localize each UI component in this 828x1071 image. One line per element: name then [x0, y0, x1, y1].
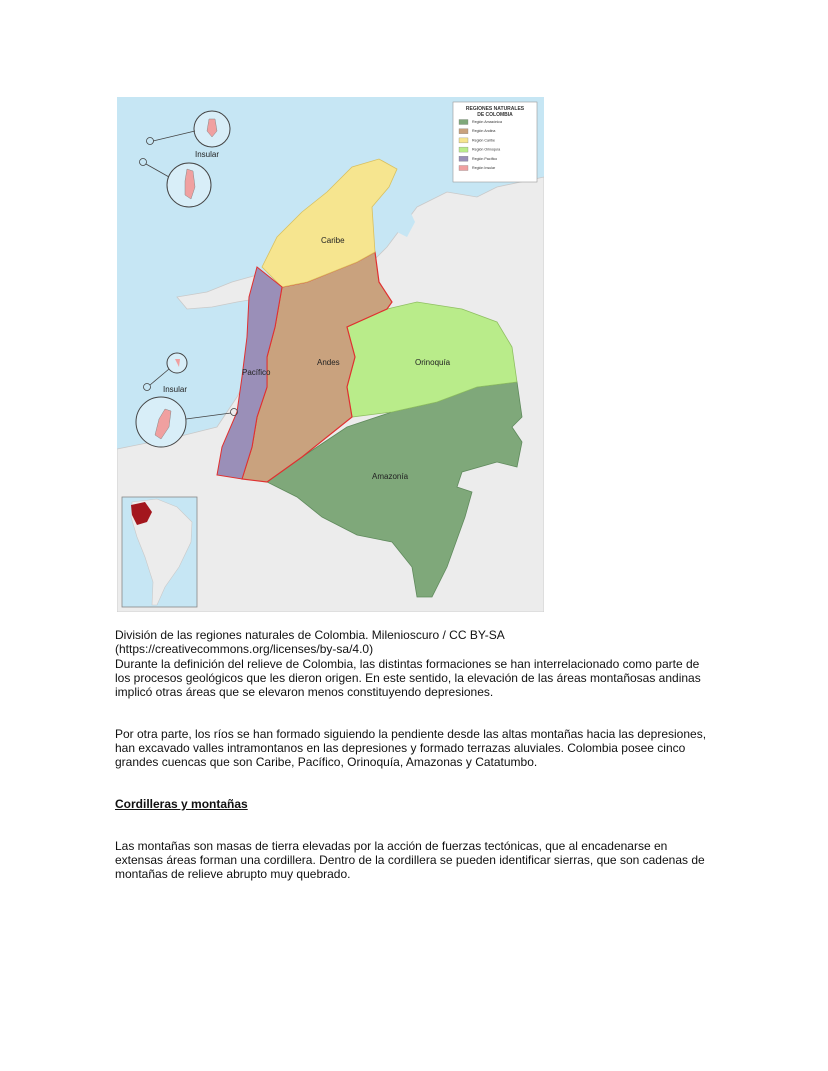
- legend-item-label: Región Caribe: [472, 138, 495, 143]
- paragraph-rios: Por otra parte, los ríos se han formado siguiendo la pendiente desde las altas montañas hacia las depresiones, han excavado valles intramontanos en las depresiones y formado terrazas aluviales. Colombia posee cinco grandes cuencas que son Caribe, Pacífico, Orinoquía, Amazonas y Catatumbo.: [115, 727, 707, 770]
- legend-item-label: Región Amazónica: [472, 120, 502, 124]
- label-caribe: Caribe: [321, 236, 345, 245]
- legend-title-line1: REGIONES NATURALES: [465, 106, 525, 112]
- map-svg: [117, 97, 544, 612]
- map-legend: [453, 102, 537, 182]
- map-caption: [115, 628, 715, 656]
- label-insular-bottom: Insular: [163, 385, 188, 394]
- caption-line1: División de las regiones naturales de Colombia. Milenioscuro / CC BY-SA: [115, 628, 505, 642]
- inset-south-america-map: [122, 497, 197, 607]
- legend-swatch: [459, 156, 468, 161]
- paragraph-relieve: Durante la definición del relieve de Colombia, las distintas formaciones se han interrelacionado como parte de los procesos geológicos que les dieron origen. En este sentido, la elevación de las áreas montañosas andinas implicó otras áreas que se elevaron menos constituyendo depresiones.: [115, 657, 701, 700]
- legend-item-label: Región Insular: [472, 166, 496, 170]
- label-andes: Andes: [317, 358, 340, 367]
- section-heading: Cordilleras y montañas: [115, 797, 248, 811]
- legend-item-label: Región Pacífico: [472, 156, 498, 161]
- legend-swatch: [459, 129, 468, 134]
- legend-item-label: Región Andina: [472, 129, 496, 134]
- legend-swatch: [459, 147, 468, 152]
- legend-swatch: [459, 166, 468, 171]
- label-amazonia: Amazonía: [372, 472, 409, 481]
- caption-line2: (https://creativecommons.org/licenses/by-sa/4.0): [115, 642, 374, 657]
- label-orinoquia: Orinoquía: [415, 358, 451, 367]
- label-pacifico: Pacífico: [242, 368, 271, 377]
- label-insular-top: Insular: [195, 150, 220, 159]
- legend-swatch: [459, 138, 468, 143]
- legend-item-label: Región Orinoquía: [472, 147, 501, 152]
- paragraph-montanas: Las montañas son masas de tierra elevadas por la acción de fuerzas tectónicas, que al encadenarse en extensas áreas forman una cordillera. Dentro de la cordillera se pueden identificar sierras, que son cadenas de montañas de relieve abrupto muy quebrado.: [115, 839, 705, 882]
- colombia-regions-map: [117, 97, 544, 612]
- legend-swatch: [459, 120, 468, 125]
- legend-title-line2: DE COLOMBIA: [477, 112, 513, 118]
